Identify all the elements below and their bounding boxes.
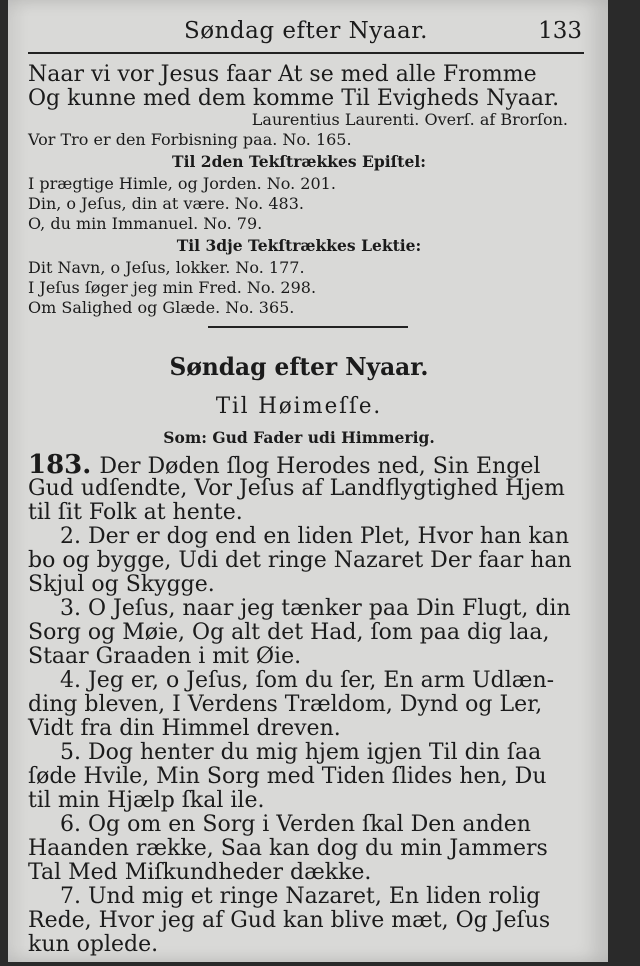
attribution: Laurentius Laurenti. Overſ. af Brorſon.: [251, 110, 568, 129]
hymn-line: Gud udſendte, Vor Jeſus af Landflygtighed Hjem: [28, 476, 565, 501]
hymn-line: Staar Graaden i mit Øie.: [28, 644, 302, 669]
hymn-line: Rede, Hvor jeg af Gud kan blive mæt, Og Jeſus: [28, 908, 551, 933]
list-item: Om Salighed og Glæde. No. 365.: [28, 298, 295, 317]
hymn-line: Skjul og Skygge.: [28, 572, 215, 597]
hymn-line: 3. O Jeſus, naar jeg tænker paa Din Flugt, din: [60, 596, 571, 621]
section-title: Søndag efter Nyaar.: [169, 352, 429, 381]
list-item: O, du min Immanuel. No. 79.: [28, 214, 263, 233]
intro-line: Vor Tro er den Forbisning paa. No. 165.: [28, 130, 352, 149]
page-number: 133: [538, 18, 582, 44]
list-item: Dit Navn, o Jeſus, lokker. No. 177.: [28, 258, 305, 277]
book-page: [8, 0, 608, 962]
hymn-line: til min Hjælp ſkal ile.: [28, 788, 265, 813]
hymn-line: 7. Und mig et ringe Nazaret, En liden rolig: [60, 884, 541, 909]
hymn-line: Vidt fra din Himmel dreven.: [28, 716, 341, 741]
hymn-line: 6. Og om en Sorg i Verden ſkal Den anden: [60, 812, 531, 837]
section-subtitle: Til Høimeſſe.: [215, 394, 383, 419]
hymn-end-line-1: Naar vi vor Jesus faar At se med alle Fromme: [28, 62, 537, 87]
list-item: Din, o Jeſus, din at være. No. 483.: [28, 194, 304, 213]
hymn-number: 183.: [28, 450, 92, 480]
hymn-line: kun oplede.: [28, 932, 159, 957]
hymn-line: Tal Med Miſkundheder dække.: [28, 860, 372, 885]
hymn-line: Haanden række, Saa kan dog du min Jammers: [28, 836, 548, 861]
running-title: Søndag efter Nyaar.: [184, 18, 428, 44]
section-divider: [208, 326, 408, 328]
melody-line: Som: Gud Fader udi Himmerig.: [163, 428, 435, 447]
hymn-line: Sorg og Møie, Og alt det Had, ſom paa dig laa,: [28, 620, 550, 645]
hymn-line: bo og bygge, Udi det ringe Nazaret Der faar han: [28, 548, 572, 573]
hymn-line: til ſit Folk at hente.: [28, 500, 243, 525]
hymn-end-line-2: Og kunne med dem komme Til Evigheds Nyaar.: [28, 86, 560, 111]
hymn-line: 4. Jeg er, o Jeſus, ſom du ſer, En arm Udlæn-: [60, 668, 555, 693]
hymn-line: ſøde Hvile, Min Sorg med Tiden ſlides hen, Du: [28, 764, 547, 789]
hymn-line: 5. Dog henter du mig hjem igjen Til din ſaa: [60, 740, 542, 765]
hymn-line: 2. Der er dog end en liden Plet, Hvor han kan: [60, 524, 569, 549]
hymn-line: ding bleven, I Verdens Trældom, Dynd og Ler,: [28, 692, 543, 717]
hymn-line: 183. Der Døden ſlog Herodes ned, Sin Engel: [28, 450, 541, 480]
list-item: I prægtige Himle, og Jorden. No. 201.: [28, 174, 336, 193]
list-item: I Jeſus ſøger jeg min Fred. No. 298.: [28, 278, 317, 297]
lektie-heading: Til 3dje Tekſtrækkes Lektie:: [176, 236, 422, 255]
page-header: [28, 12, 584, 54]
epistel-heading: Til 2den Tekſtrækkes Epiſtel:: [172, 152, 426, 171]
